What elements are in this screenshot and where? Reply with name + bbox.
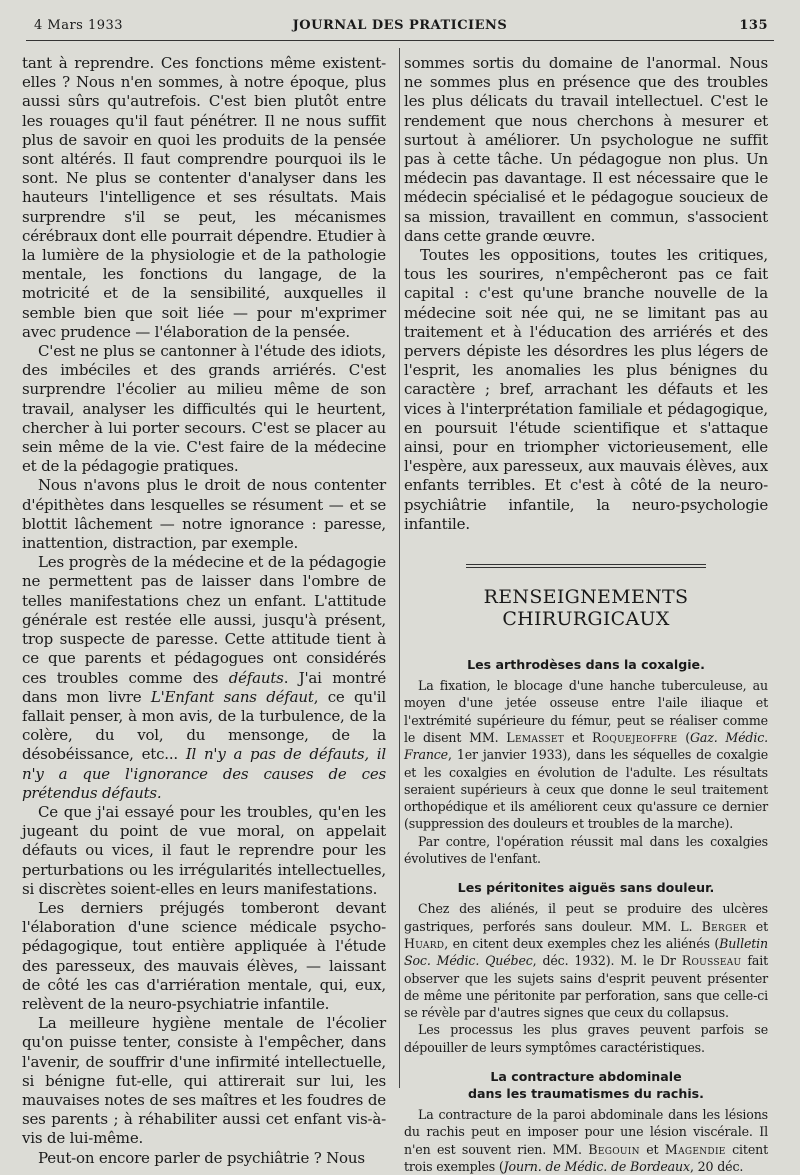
surgical-notes xyxy=(404,656,768,1175)
left-column xyxy=(22,54,386,1168)
subheading: Les péritonites aiguës sans douleur. xyxy=(457,880,715,896)
text-run: et xyxy=(639,1141,665,1157)
author-name: Magendie xyxy=(664,1141,726,1157)
paragraph: Nous n'avons plus le droit de nous contenter d'épithètes dans lesquelles se résument — et se blottit lâchement — notre ignorance : paresse, inattention, distraction, par exemple. xyxy=(22,476,386,553)
text-run: et xyxy=(564,729,592,745)
text-run: , 20 déc. xyxy=(689,1158,744,1174)
paragraph: tant à reprendre. Ces fonctions même existent-elles ? Nous n'en sommes, à notre époque, plus aussi sûrs qu'autrefois. C'est bien plutôt entre les rouages qu'il faut pénétrer. Il ne nous suffit plus de savoir en quoi les produits de la pensée sont altérés. Il faut comprendre pourquoi ils le sont. Ne plus se contenter d'analyser dans les hauteurs l'intelligence et ses résultats. Mais surprendre s'il se peut, les mécanismes cérébraux dont elle pourrait dépendre. Etudier à la lumière de la physiologie et de la pathologie mentale, les fonctions du langage, de la motricité et de la sensibilité, auxquelles il semble bien que soit liée — pour m'exprimer avec prudence — l'élaboration de la pensée. xyxy=(22,54,386,341)
book-title: L'Enfant sans défaut xyxy=(150,687,314,706)
author-name: Rousseau xyxy=(681,953,742,969)
text-run: La fixation, le blocage d'une hanche tuberculeuse, au moyen d'une jetée osseuse entre l'aile iliaque et l'extrémité supérieure du fémur, peut se réaliser comme le disent MM. xyxy=(404,678,768,745)
text-run: , 1er janvier 1933), dans les séquelles de coxalgie et les coxalgies en évolution de l'adulte. Les résultats seraient supérieurs à ceux que donne le seul traitement orthopédique et ils améliorent ceux qu'assure ce dernier (suppression des douleurs et troubles de la marche). xyxy=(404,747,768,832)
author-name: Berger xyxy=(701,918,747,934)
subheading xyxy=(404,1068,768,1102)
author-name: Lemasset xyxy=(506,729,565,745)
paragraph xyxy=(22,553,386,803)
text-run: Les progrès de la médecine et de la pédagogie ne permettent pas de laisser dans l'ombre de telles manifestations chez un enfant. L'attitude générale est restée elle aussi, jusqu'à présent, trop suspecte de paresse. Cette attitude tient à ce que parents et pédagogues ont considérés ces troubles comme des xyxy=(22,553,386,687)
column-divider xyxy=(399,48,400,1088)
text-run: , ce qu'il fallait penser, à mon avis, de la turbulence, de la colère, du vol, du mensonge, de la désobéissance, etc... xyxy=(22,687,386,764)
header-date: 4 Mars 1933 xyxy=(34,18,124,33)
citation: Bulletin Soc. Médic. Québec xyxy=(404,935,768,969)
subheading-line: La contracture abdominale xyxy=(490,1069,682,1085)
paragraph: Toutes les oppositions, toutes les critiques, tous les sourires, n'empêcheront pas ce fait capital : c'est qu'une branche nouvelle de la médecine soit née qui, ne se limitant pas au traitement et à l'éducation des arriérés et des pervers dépiste les désordres les plus légers de l'esprit, les anomalies les plus bénignes du caractère ; bref, arrachant les défauts et les vices à l'interprétation familiale et pédagogique, en poursuit l'étude scientifique et s'attaque ainsi, pour en triompher victorieusement, elle l'espère, aux paresseux, aux mauvais élèves, aux enfants terribles. Et c'est à côté de la neuro-psychiâtrie infantile, la neuro-psychologie infantile. xyxy=(404,246,768,533)
citation: Gaz. Médic. France xyxy=(404,729,768,763)
paragraph: Par contre, l'opération réussit mal dans les coxalgies évolutives de l'enfant. xyxy=(404,833,768,867)
right-column xyxy=(404,54,768,1175)
author-name: Begouin xyxy=(588,1141,640,1157)
text-run: , déc. 1932). M. le Dr xyxy=(532,953,682,969)
paragraph: C'est ne plus se cantonner à l'étude des idiots, des imbéciles et des grands arriérés. C'est surprendre l'écolier au milieu même de son travail, analyser les difficultés qui le heurtent, chercher à lui porter secours. C'est se placer au sein même de la vie. C'est faire de la médecine et de la pédagogie pratiques. xyxy=(22,342,386,476)
paragraph: La meilleure hygiène mentale de l'écolier qu'on puisse tenter, consiste à l'empêcher, dans l'avenir, de souffrir d'une infirmité intellectuelle, si bénigne fut-elle, qui attirerait sur lui, les mauvaises notes de ses maîtres et les foudres de ses parents ; à réhabiliter aussi cet enfant vis-à-vis de lui-même. xyxy=(22,1014,386,1148)
running-header xyxy=(26,14,774,38)
text-run: et xyxy=(746,918,768,934)
section-separator xyxy=(466,564,706,568)
italic-text: défauts xyxy=(228,668,284,687)
paragraph: Peut-on encore parler de psychiâtrie ? Nous xyxy=(38,1148,365,1167)
text-run: Chez des aliénés, il peut se produire des ulcères gastriques, perforés sans douleur. MM. L. xyxy=(404,901,768,934)
paragraph: Les derniers préjugés tomberont devant l'élaboration d'une science médicale psycho-pédagogique, tout entière appliquée à l'étude des paresseux, des mauvais élèves, — laissant de côté les cas d'arriération mentale, qui, eux, relèvent de la neuro-psychiatrie infantile. xyxy=(22,898,386,1013)
paragraph: Ce que j'ai essayé pour les troubles, qu'en les jugeant du point de vue moral, on appelait défauts ou vices, il faut le reprendre pour les perturbations ou les irrégularités intellectuelles, si discrètes soient-elles en leurs manifestations. xyxy=(22,802,386,898)
text-run: fait observer que les sujets sains d'esprit peuvent présenter de même une péritonite par perforation, sans que celle-ci se révèle par d'autres signes que ceux du collapsus. xyxy=(404,953,768,1021)
text-run: ( xyxy=(677,729,690,745)
section-title: RENSEIGNEMENTS CHIRURGICAUX xyxy=(483,586,689,631)
text-run: , en citent deux exemples chez les aliénés ( xyxy=(444,935,720,951)
paragraph xyxy=(404,1106,768,1175)
author-name: Roquejeoffre xyxy=(591,729,678,745)
citation: Journ. de Médic. de Bordeaux xyxy=(503,1158,690,1174)
paragraph: sommes sortis du domaine de l'anormal. Nous ne sommes plus en présence que des troubles les plus délicats du travail intellectuel. C'est le rendement que nous cherchons à mesurer et surtout à améliorer. Un psychologue ne suffit pas à cette tâche. Un pédagogue non plus. Un médecin pas davantage. Il est nécessaire que le médecin spécialisé et le pédagogue soucieux de sa mission, travaillent en commun, s'associent dans cette grande œuvre. xyxy=(404,54,768,245)
text-run: La contracture de la paroi abdominale dans les lésions du rachis peut en imposer pour une lésion viscérale. Il n'en est souvent rien. MM. xyxy=(404,1107,768,1157)
text-run: . J'ai montré dans mon livre xyxy=(22,668,386,706)
subheading-line: dans les traumatismes du rachis. xyxy=(468,1086,704,1102)
subheading: Les arthrodèses dans la coxalgie. xyxy=(467,657,705,673)
header-journal-title: JOURNAL DES PRATICIENS xyxy=(292,18,508,33)
text-run: citent trois exemples ( xyxy=(404,1141,768,1174)
header-page-number: 135 xyxy=(739,18,768,33)
italic-text: Il n'y a pas de défauts, il n'y a que l'ignorance des causes de ces prétendus défauts. xyxy=(22,745,386,802)
paragraph xyxy=(404,900,768,1021)
author-name: Huard xyxy=(404,935,445,951)
paragraph: Les processus les plus graves peuvent parfois se dépouiller de leurs symptômes caractéristiques. xyxy=(404,1022,768,1055)
header-rule xyxy=(26,40,774,41)
paragraph xyxy=(404,677,768,833)
